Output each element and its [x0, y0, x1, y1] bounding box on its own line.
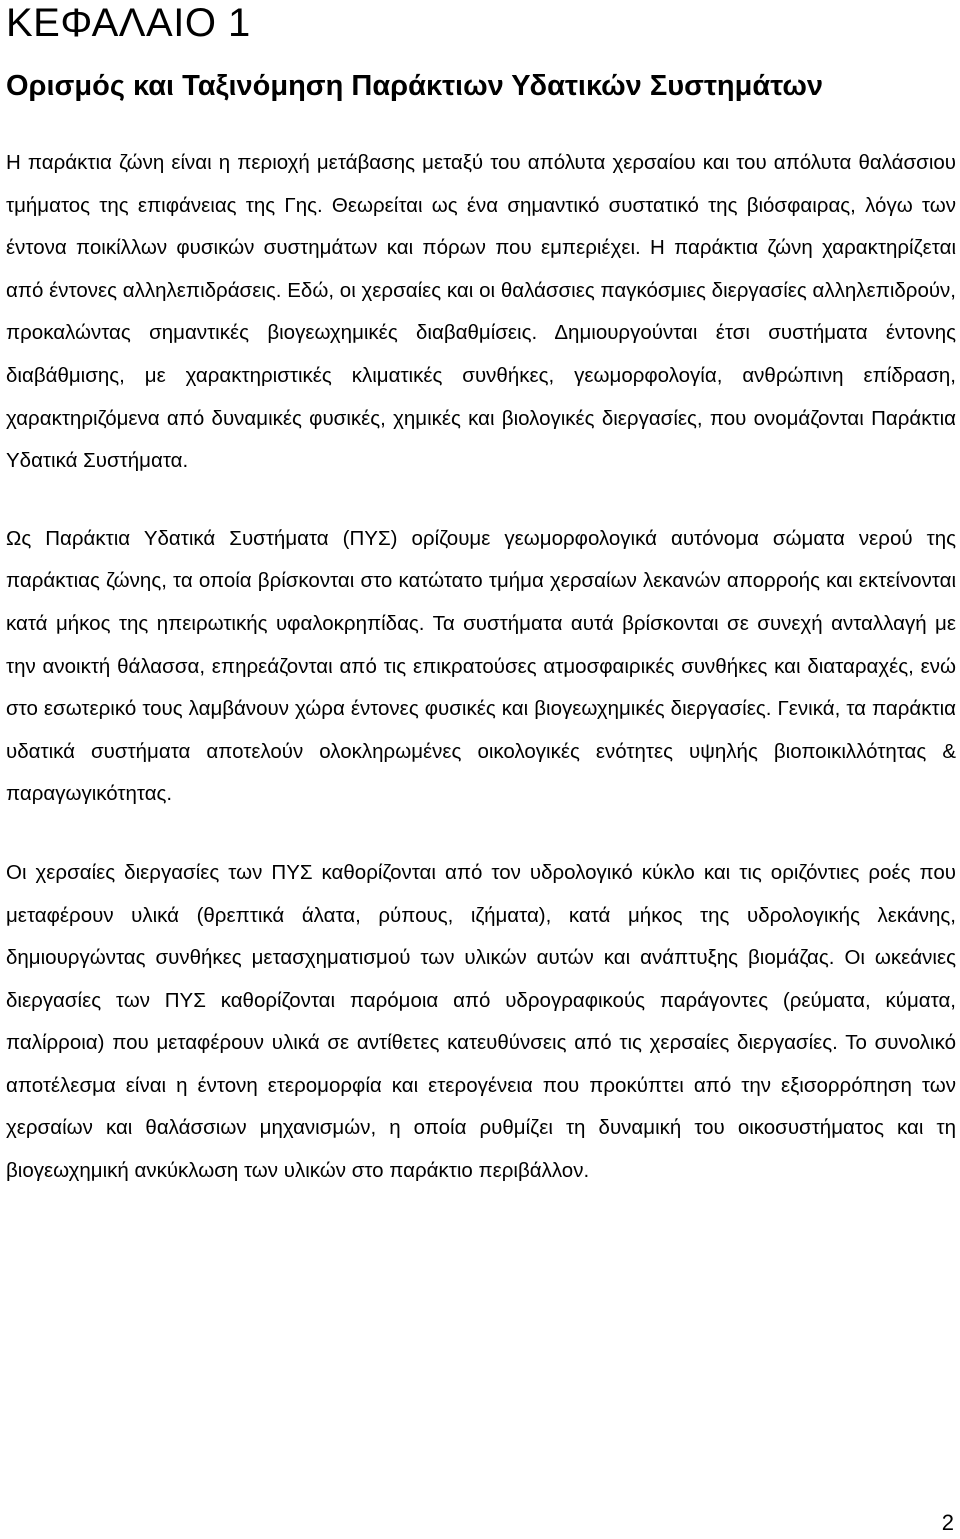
paragraph-coastal-zone: Η παράκτια ζώνη είναι η περιοχή μετάβασης μεταξύ του απόλυτα χερσαίου και του απόλυτα θαλάσσιου τμήματος της επιφάνειας της Γης. Θεωρείται ως ένα σημαντικό συστατικό της βιόσφαιρας, λόγω των έντονα ποικίλλων φυσικών συστημάτων και πόρων που εμπεριέχει. Η παράκτια ζώνη χαρακτηρίζεται από έντονες αλληλεπιδράσεις. Εδώ, οι χερσαίες και οι θαλάσσιες παγκόσμιες διεργασίες αλληλεπιδρούν, προκαλώντας σημαντικές βιογεωχημικές διαβαθμίσεις. Δημιουργούνται έτσι συστήματα έντονης διαβάθμισης, με χαρακτηριστικές κλιματικές συνθήκες, γεωμορφολογία, ανθρώπινη επίδραση, χαρακτηριζόμενα από δυναμικές φυσικές, χημικές και βιολογικές διεργασίες, που ονομάζονται Παράκτια Υδατικά Συστήματα. [6, 151, 956, 473]
section-title: Ορισμός και Ταξινόμηση Παράκτιων Υδατικών Συστημάτων [6, 70, 823, 102]
page-number: 2 [941, 1510, 954, 1535]
chapter-title: ΚΕΦΑΛΑΙΟ 1 [6, 1, 251, 45]
document-page [6, 0, 956, 1193]
paragraph-processes: Οι χερσαίες διεργασίες των ΠΥΣ καθορίζονται από τον υδρολογικό κύκλο και τις οριζόντιες ροές που μεταφέρουν υλικά (θρεπτικά άλατα, ρύπους, ιζήματα), κατά μήκος της υδρολογικής λεκάνης, δημιουργώντας συνθήκες μετασχηματισμού των υλικών αυτών και ανάπτυξης βιομάζας. Οι ωκεάνιες διεργασίες των ΠΥΣ καθορίζονται παρόμοια από υδρογραφικούς παράγοντες (ρεύματα, κύματα, παλίρροια) που μεταφέρουν υλικά σε αντίθετες κατευθύνσεις από τις χερσαίες διεργασίες. Το συνολικό αποτέλεσμα είναι η έντονη ετερομορφία και ετερογένεια που προκύπτει από την εξισορρόπηση των χερσαίων και θαλάσσιων μηχανισμών, η οποία ρυθμίζει τη δυναμική του οικοσυστήματος και τη βιογεωχημική ανκύκλωση των υλικών στο παράκτιο περιβάλλον. [6, 860, 956, 1183]
paragraph-definition: Ως Παράκτια Υδατικά Συστήματα (ΠΥΣ) ορίζουμε γεωμορφολογικά αυτόνομα σώματα νερού της παράκτιας ζώνης, τα οποία βρίσκονται στο κατώτατο τμήμα χερσαίων λεκανών απορροής και εκτείνονται κατά μήκος της ηπειρωτικής υφαλοκρηπίδας. Τα συστήματα αυτά βρίσκονται σε συνεχή ανταλλαγή με την ανοικτή θάλασσα, επηρεάζονται από τις επικρατούσες ατμοσφαιρικές συνθήκες και διαταραχές, ενώ στο εσωτερικό τους λαμβάνουν χώρα έντονες φυσικές και βιογεωχημικές διεργασίες. Γενικά, τα παράκτια υδατικά συστήματα αποτελούν ολοκληρωμένες οικολογικές ενότητες υψηλής βιοποικιλλότητας & παραγωγικότητας. [6, 526, 956, 806]
